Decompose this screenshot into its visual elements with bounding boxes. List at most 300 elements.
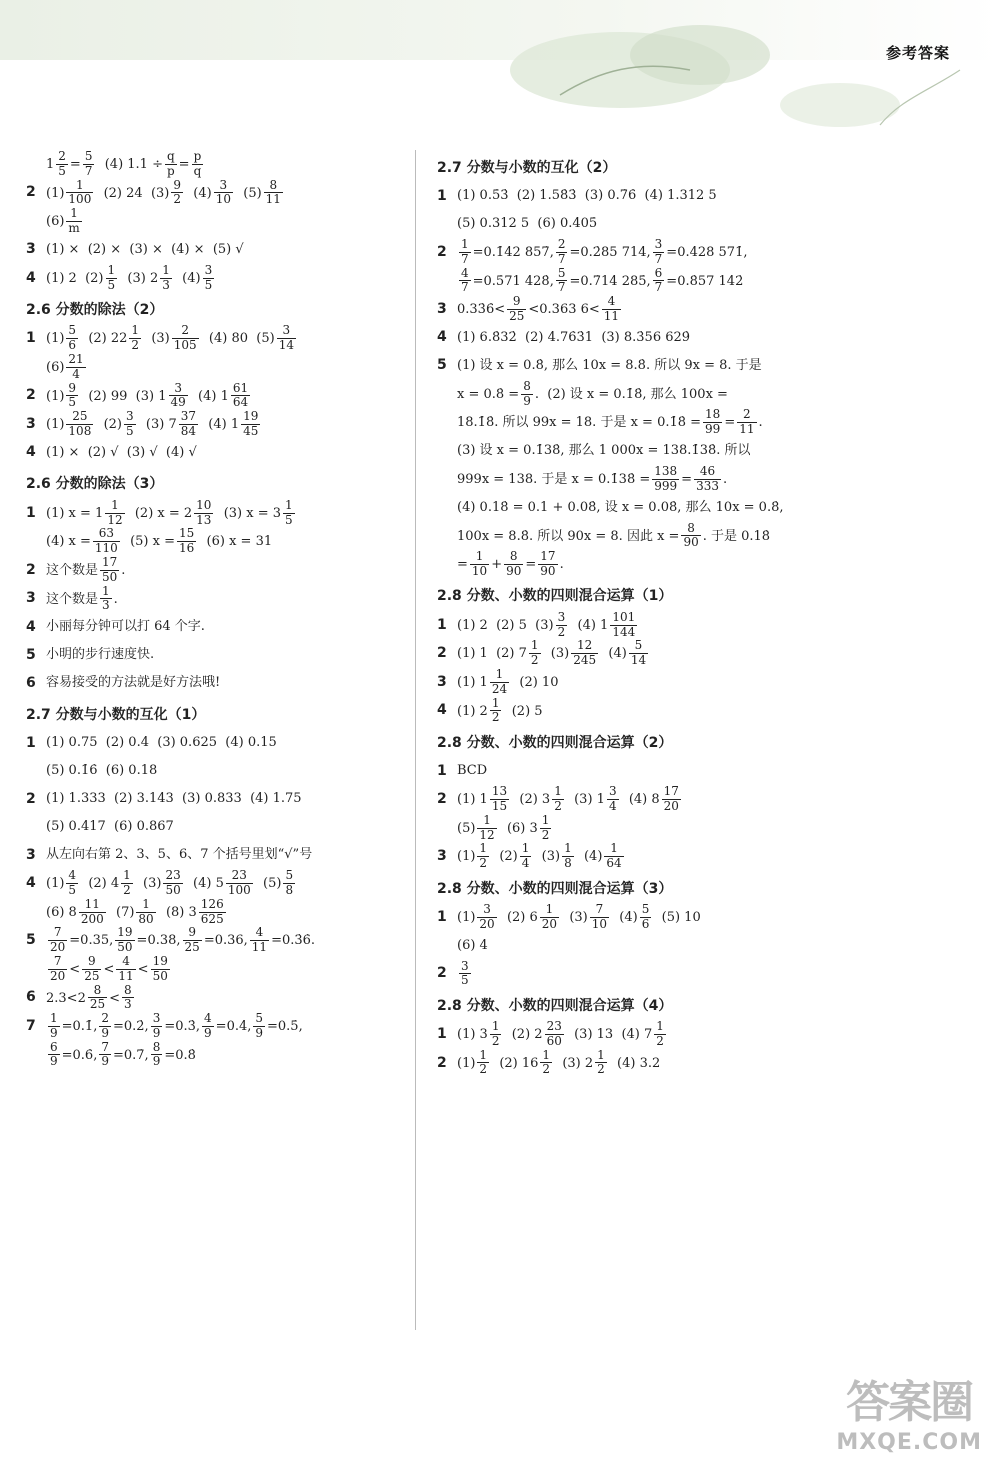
text-segment: (2) bbox=[95, 416, 123, 432]
question-number: 1 bbox=[437, 187, 447, 204]
question-number: 1 bbox=[26, 504, 36, 521]
text-segment: 100x = 8.8̇. 所以 90x = 8. 因此 x = bbox=[457, 528, 680, 544]
denominator: 5 bbox=[68, 882, 77, 897]
denominator: 80 bbox=[138, 911, 154, 926]
numerator: 4 bbox=[204, 1011, 212, 1026]
denominator: 2 bbox=[554, 798, 562, 813]
numerator: 8 bbox=[681, 522, 700, 537]
fraction bbox=[653, 238, 665, 267]
text-segment: . bbox=[121, 562, 126, 578]
denominator: 25 bbox=[89, 997, 106, 1012]
text-segment: =0.38, bbox=[136, 933, 181, 949]
numerator: 11 bbox=[79, 898, 106, 913]
denominator: m bbox=[68, 220, 80, 235]
answer-text bbox=[457, 938, 488, 954]
question-number: 4 bbox=[26, 269, 36, 286]
question-number: 3 bbox=[437, 848, 447, 865]
denominator: 10 bbox=[215, 192, 231, 207]
text-segment: (1) bbox=[457, 1055, 476, 1071]
answer-text bbox=[46, 847, 312, 863]
answer-text bbox=[46, 527, 272, 556]
text-segment: (1) 1.333 (2) 3.143 (3) 0.833 (4) 1.75 bbox=[46, 791, 302, 807]
answer-line bbox=[26, 785, 398, 813]
numerator: 19 bbox=[243, 409, 259, 424]
fraction bbox=[82, 955, 101, 984]
denominator: 20 bbox=[479, 916, 495, 931]
question-number: 4 bbox=[26, 444, 36, 461]
denominator: 50 bbox=[165, 882, 181, 897]
answer-line bbox=[26, 264, 398, 293]
text-segment: (2) x = 2 bbox=[126, 505, 193, 521]
text-segment: (4) bbox=[600, 646, 627, 662]
denominator: 333 bbox=[696, 478, 719, 493]
text-segment: x = 0.8̇ = bbox=[457, 386, 520, 402]
answer-text bbox=[46, 556, 125, 585]
numerator: 7 bbox=[48, 926, 67, 941]
numerator: 8 bbox=[504, 550, 523, 565]
answer-text bbox=[457, 960, 473, 989]
numerator: 37 bbox=[180, 409, 197, 424]
answer-line bbox=[26, 813, 398, 841]
section-heading: 2.6 分数的除法（2） bbox=[26, 301, 164, 318]
numerator: 3 bbox=[608, 784, 617, 799]
fraction bbox=[681, 522, 700, 551]
denominator: 50 bbox=[117, 940, 133, 955]
text-segment: (3) 1 bbox=[565, 791, 605, 807]
text-segment: (4) 1 bbox=[189, 388, 229, 404]
question-number: 1 bbox=[437, 908, 447, 925]
question-number: 1 bbox=[437, 762, 447, 779]
question-number: 2 bbox=[437, 243, 447, 260]
denominator: 45 bbox=[243, 423, 259, 438]
text-segment: (1) 0.5̇3̇ (2) 1.58̇3̇ (3) 0.7̇6̇ (4) 1.312 5 bbox=[457, 188, 717, 204]
numerator: 1 bbox=[554, 784, 562, 799]
text-segment: 0.33̇6̇< bbox=[457, 301, 506, 317]
text-segment: = bbox=[69, 156, 81, 172]
numerator: 8 bbox=[523, 378, 531, 393]
numerator: 17 bbox=[540, 549, 556, 564]
fraction bbox=[93, 527, 120, 556]
answer-text bbox=[457, 408, 763, 437]
fraction bbox=[66, 179, 93, 208]
denominator: 9 bbox=[101, 1025, 109, 1040]
numerator: 17 bbox=[663, 784, 679, 799]
fraction bbox=[172, 324, 199, 353]
text-segment: . 于是 0.18̇ bbox=[702, 528, 771, 544]
question-number: 3 bbox=[26, 416, 36, 433]
fraction bbox=[48, 1012, 60, 1041]
text-segment: + bbox=[491, 556, 503, 572]
denominator: 2 bbox=[541, 827, 550, 842]
numerator: 3 bbox=[557, 609, 566, 624]
numerator: 4 bbox=[250, 926, 269, 941]
fraction bbox=[604, 842, 623, 871]
fraction bbox=[231, 382, 250, 411]
section-heading: 2.6 分数的除法（3） bbox=[26, 476, 164, 493]
numerator: 7 bbox=[590, 903, 609, 918]
text-segment: (1) 设 x = 0.8̇, 那么 10x = 8.8̇. 所以 9x = 8. 于是 bbox=[457, 357, 762, 373]
numerator: 9 bbox=[173, 177, 182, 192]
numerator: 23 bbox=[226, 869, 253, 884]
denominator: 9 bbox=[152, 1025, 161, 1040]
fraction bbox=[226, 869, 253, 898]
text-segment: (4) 0.18̇ = 0.1 + 0.08̇, 设 x = 0.08̇, 那么 10x = 0.8̇, bbox=[457, 499, 784, 515]
question-number: 4 bbox=[437, 702, 447, 719]
denominator: 9 bbox=[255, 1025, 264, 1040]
denominator: 50 bbox=[152, 968, 168, 983]
fraction bbox=[129, 324, 141, 353]
fraction bbox=[490, 668, 509, 697]
numerator: 19 bbox=[152, 953, 168, 968]
fraction bbox=[520, 842, 532, 871]
left-column bbox=[26, 150, 398, 1069]
fraction bbox=[79, 898, 106, 927]
text-segment: (1) × (2) × (3) × (4) × (5) √ bbox=[46, 241, 244, 257]
numerator: 5 bbox=[68, 323, 77, 338]
section-heading: 2.8 分数、小数的四则混合运算（2） bbox=[437, 734, 673, 751]
answer-text bbox=[46, 791, 302, 807]
text-segment: =0.8̇57 142̇ bbox=[666, 273, 744, 289]
numerator: 2 bbox=[172, 324, 199, 339]
numerator: 1 bbox=[540, 903, 559, 918]
question-number: 1 bbox=[26, 734, 36, 751]
fraction bbox=[66, 869, 78, 898]
denominator: 4 bbox=[521, 856, 530, 871]
answer-line bbox=[437, 295, 809, 324]
text-segment: (4) bbox=[173, 270, 201, 286]
answer-text bbox=[46, 763, 157, 779]
text-segment: (3) 2 bbox=[554, 1055, 594, 1071]
answer-text bbox=[457, 639, 650, 668]
text-segment: < bbox=[109, 990, 121, 1006]
fraction bbox=[629, 639, 648, 668]
denominator: 144 bbox=[612, 624, 636, 639]
denominator: 2 bbox=[491, 710, 500, 725]
numerator: 12 bbox=[571, 639, 598, 654]
numerator: 6 bbox=[50, 1039, 58, 1054]
answer-line bbox=[26, 757, 398, 785]
numerator: 3 bbox=[204, 262, 213, 277]
answer-line bbox=[437, 465, 809, 494]
numerator: 10 bbox=[196, 497, 212, 512]
denominator: 2 bbox=[173, 192, 182, 207]
text-segment: (4) bbox=[185, 185, 212, 201]
numerator: 1 bbox=[491, 695, 500, 710]
denominator: 14 bbox=[630, 653, 647, 668]
answer-text bbox=[46, 819, 174, 835]
column-divider bbox=[415, 150, 416, 1330]
numerator: 2 bbox=[557, 237, 566, 251]
section-heading: 2.7 分数与小数的互化（1） bbox=[26, 706, 206, 723]
denominator: 6 bbox=[68, 338, 77, 353]
answer-line bbox=[26, 1041, 398, 1070]
fraction bbox=[214, 179, 233, 208]
answer-line bbox=[26, 669, 398, 697]
text-segment: (6) bbox=[46, 359, 65, 375]
right-column bbox=[437, 150, 809, 1077]
answer-text bbox=[46, 382, 252, 411]
denominator: 90 bbox=[540, 563, 556, 578]
text-segment: (5) bbox=[457, 820, 476, 836]
numerator: 1 bbox=[530, 638, 539, 653]
fraction bbox=[179, 410, 198, 439]
fraction bbox=[737, 408, 756, 437]
denominator: 2 bbox=[530, 653, 539, 668]
text-segment: (3) bbox=[561, 909, 588, 925]
answer-line bbox=[26, 984, 398, 1013]
fraction bbox=[552, 785, 564, 814]
denominator: 9 bbox=[50, 1025, 58, 1040]
question-number: 2 bbox=[26, 561, 36, 578]
denominator: 24 bbox=[491, 681, 508, 696]
answer-text bbox=[46, 445, 197, 461]
text-segment: =0.3̇6̇. bbox=[271, 933, 316, 949]
denominator: 9 bbox=[101, 1054, 109, 1069]
fraction bbox=[66, 324, 78, 353]
fraction bbox=[264, 179, 283, 208]
numerator: 1 bbox=[461, 237, 469, 251]
question-number: 1 bbox=[437, 616, 447, 633]
question-number: 4 bbox=[26, 618, 36, 635]
text-segment: =0.6̇, bbox=[61, 1047, 98, 1063]
section-heading: 2.8 分数、小数的四则混合运算（4） bbox=[437, 997, 673, 1014]
numerator: 3 bbox=[152, 1011, 161, 1026]
answer-line bbox=[26, 1012, 398, 1041]
fraction bbox=[459, 238, 471, 267]
question-number: 2 bbox=[26, 387, 36, 404]
fraction bbox=[459, 267, 471, 296]
denominator: 7 bbox=[654, 251, 663, 266]
text-segment: < bbox=[137, 961, 149, 977]
answer-text bbox=[457, 668, 558, 697]
denominator: 2 bbox=[131, 338, 140, 353]
denominator: 625 bbox=[200, 911, 224, 926]
fraction bbox=[504, 550, 523, 579]
text-segment: (1) bbox=[46, 331, 65, 347]
text-segment: < bbox=[103, 961, 115, 977]
fraction bbox=[540, 903, 559, 932]
fraction bbox=[66, 410, 93, 439]
denominator: 105 bbox=[173, 338, 197, 353]
numerator: 3 bbox=[126, 409, 134, 424]
fraction bbox=[115, 926, 134, 955]
header-banner bbox=[0, 0, 1000, 135]
denominator: 11 bbox=[118, 968, 134, 983]
denominator: 2 bbox=[479, 856, 488, 871]
answer-line bbox=[437, 639, 809, 668]
text-segment: 小明的步行速度快. bbox=[46, 647, 155, 663]
fraction bbox=[490, 785, 509, 814]
answer-text bbox=[46, 324, 298, 353]
text-segment: (1) bbox=[457, 909, 476, 925]
answer-text bbox=[46, 499, 297, 528]
numerator: 5 bbox=[84, 149, 93, 163]
text-segment: (1) bbox=[46, 875, 65, 891]
answer-line bbox=[437, 785, 809, 814]
fraction bbox=[203, 264, 215, 293]
text-segment: (2) 99 (3) 1 bbox=[80, 388, 167, 404]
numerator: 9 bbox=[82, 955, 101, 970]
text-segment: =0.7̇14 285̇, bbox=[569, 273, 651, 289]
text-segment: (1) 2 (2) bbox=[46, 270, 104, 286]
text-segment: 小丽每分钟可以打 64 个字. bbox=[46, 619, 205, 635]
question-number: 3 bbox=[437, 301, 447, 318]
fraction bbox=[121, 869, 133, 898]
answer-text bbox=[46, 955, 172, 984]
fraction bbox=[703, 408, 722, 437]
numerator: 3 bbox=[461, 958, 469, 973]
text-segment: 从左向右第 2、3、5、6、7 个括号里划“√”号 bbox=[46, 847, 313, 863]
fraction bbox=[283, 869, 295, 898]
answer-line bbox=[437, 668, 809, 697]
answer-line bbox=[26, 382, 398, 411]
denominator: 16 bbox=[178, 541, 195, 556]
text-segment: (1) x = 1 bbox=[46, 505, 104, 521]
answer-line bbox=[437, 267, 809, 296]
text-segment: (1) 1 bbox=[457, 791, 488, 807]
text-segment: 2.3<2 bbox=[46, 990, 86, 1006]
answer-line bbox=[26, 869, 398, 898]
fraction bbox=[169, 382, 188, 411]
text-segment: =0.35, bbox=[69, 933, 114, 949]
numerator: 1 bbox=[162, 262, 170, 277]
numerator: 2 bbox=[737, 408, 756, 423]
denominator: 7 bbox=[557, 280, 566, 295]
numerator: 1 bbox=[604, 842, 623, 857]
fraction bbox=[521, 380, 533, 409]
text-segment: (4) 1 bbox=[569, 617, 609, 633]
denominator: 9 bbox=[204, 1025, 212, 1040]
answer-line bbox=[437, 437, 809, 465]
answer-line bbox=[437, 814, 809, 843]
text-segment: < bbox=[69, 961, 81, 977]
text-segment: (6) 8 bbox=[46, 904, 77, 920]
numerator: 138 bbox=[654, 463, 678, 478]
fraction bbox=[595, 1049, 607, 1078]
numerator: 1 bbox=[131, 323, 140, 338]
numerator: 13 bbox=[491, 784, 508, 799]
numerator: 23 bbox=[546, 1019, 562, 1034]
text-segment: =0.1̇42 857̇, bbox=[472, 244, 554, 260]
fraction bbox=[556, 267, 568, 296]
answer-line bbox=[437, 408, 809, 437]
denominator: 5 bbox=[285, 512, 293, 527]
answer-text bbox=[457, 785, 683, 814]
answer-text bbox=[457, 358, 762, 374]
text-segment: =0.4̇28 571̇, bbox=[666, 244, 748, 260]
answer-text bbox=[457, 1020, 668, 1049]
fraction bbox=[607, 785, 619, 814]
fraction bbox=[610, 611, 637, 640]
denominator: 7 bbox=[84, 163, 93, 178]
numerator: 1 bbox=[107, 262, 116, 277]
fraction bbox=[183, 926, 202, 955]
denominator: 5 bbox=[68, 395, 77, 410]
text-segment: (2) 4 bbox=[80, 875, 120, 891]
numerator: 5 bbox=[557, 265, 566, 280]
text-segment: (2) 24 (3) bbox=[95, 185, 170, 201]
text-segment: (4) 8 bbox=[620, 791, 660, 807]
text-segment: =0.36, bbox=[203, 933, 248, 949]
text-segment: (3) bbox=[542, 646, 570, 662]
text-segment: (1) 2 bbox=[457, 703, 488, 719]
denominator: 5 bbox=[204, 277, 213, 292]
answer-line bbox=[26, 150, 398, 179]
answer-line bbox=[26, 613, 398, 641]
text-segment: (5) x = bbox=[121, 534, 175, 550]
denominator: 5 bbox=[461, 973, 469, 988]
denominator: 5 bbox=[126, 423, 134, 438]
text-segment: (1) bbox=[46, 416, 65, 432]
denominator: 999 bbox=[654, 478, 678, 493]
denominator: 3 bbox=[162, 277, 170, 292]
denominator: 64 bbox=[232, 395, 249, 410]
text-segment: (4) 3.2 bbox=[608, 1055, 661, 1071]
question-number: 5 bbox=[26, 646, 36, 663]
denominator: 84 bbox=[180, 423, 197, 438]
text-segment: (3) x = 3 bbox=[215, 505, 282, 521]
numerator: 1 bbox=[490, 668, 509, 683]
numerator: p bbox=[193, 149, 202, 163]
numerator: 7 bbox=[101, 1039, 109, 1054]
text-segment: (5) bbox=[254, 875, 282, 891]
denominator: 108 bbox=[68, 423, 92, 438]
text-segment: =0.5̇71 428̇, bbox=[472, 273, 554, 289]
fraction bbox=[253, 1012, 265, 1041]
numerator: 2 bbox=[101, 1011, 109, 1026]
answer-text bbox=[457, 238, 747, 267]
answer-text bbox=[457, 295, 623, 324]
numerator: 21 bbox=[68, 351, 84, 366]
answer-text bbox=[46, 242, 244, 258]
numerator: 1 bbox=[285, 497, 293, 512]
answer-line bbox=[437, 550, 809, 579]
answer-line bbox=[26, 641, 398, 669]
denominator: 25 bbox=[84, 968, 100, 983]
text-segment: (4) 1.1 ÷ bbox=[96, 156, 163, 172]
numerator: 23 bbox=[165, 868, 181, 883]
fraction bbox=[241, 410, 260, 439]
answer-line bbox=[26, 410, 398, 439]
numerator: 1 bbox=[66, 207, 81, 222]
fraction bbox=[151, 1041, 163, 1070]
answer-line bbox=[437, 352, 809, 380]
answer-line bbox=[26, 898, 398, 927]
numerator: 9 bbox=[507, 295, 526, 310]
text-segment: (6) 4 bbox=[457, 937, 488, 953]
text-segment: 1 bbox=[46, 156, 55, 172]
answer-text bbox=[46, 264, 216, 293]
numerator: 1 bbox=[541, 812, 550, 827]
text-segment: (2) 5 bbox=[503, 703, 543, 719]
answer-line bbox=[437, 380, 809, 409]
denominator: 2 bbox=[557, 624, 566, 639]
denominator: 90 bbox=[683, 535, 699, 550]
text-segment: (5) bbox=[234, 185, 262, 201]
text-segment: (1) 2 (2) 5 (3) bbox=[457, 617, 554, 633]
numerator: 1 bbox=[491, 1019, 500, 1034]
denominator: 9 bbox=[523, 393, 531, 408]
numerator: 5 bbox=[255, 1011, 264, 1026]
fraction bbox=[99, 1041, 111, 1070]
fraction bbox=[283, 499, 295, 528]
question-number: 3 bbox=[26, 590, 36, 607]
denominator: 2 bbox=[597, 1062, 605, 1077]
section-heading: 2.8 分数、小数的四则混合运算（1） bbox=[437, 588, 673, 605]
numerator: 5 bbox=[285, 868, 294, 883]
fraction bbox=[48, 926, 67, 955]
numerator: q bbox=[166, 149, 175, 163]
